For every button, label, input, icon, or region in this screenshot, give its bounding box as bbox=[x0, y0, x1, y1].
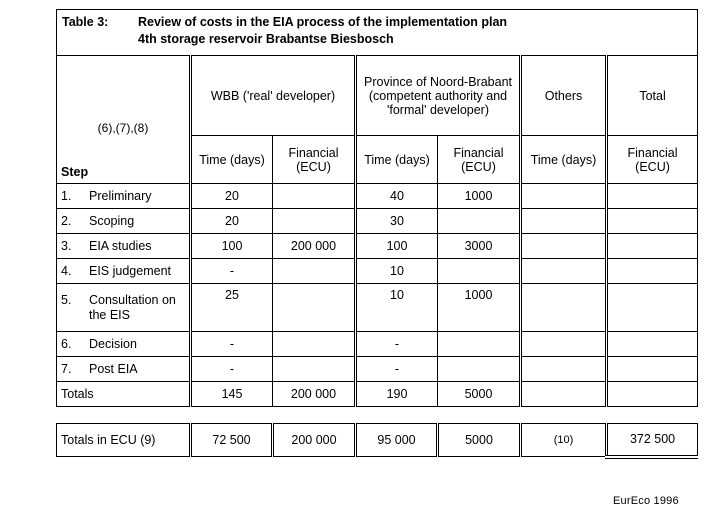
table-row bbox=[57, 209, 698, 234]
others-cell bbox=[521, 184, 607, 209]
step-number: 6. bbox=[61, 336, 72, 351]
step-name: Consultation on the EIS bbox=[89, 292, 176, 322]
province-time-cell: 10 bbox=[356, 259, 438, 284]
step-name: EIS judgement bbox=[89, 263, 171, 278]
wbb-financial-cell bbox=[273, 357, 356, 382]
province-financial-cell bbox=[438, 209, 521, 234]
step-number: 2. bbox=[61, 213, 72, 228]
step-name: Scoping bbox=[89, 213, 135, 228]
total-cell bbox=[607, 284, 698, 332]
totals-wbb-financial: 200 000 bbox=[273, 382, 356, 407]
province-financial-cell bbox=[438, 357, 521, 382]
province-time-cell: - bbox=[356, 357, 438, 382]
totals-total bbox=[607, 382, 698, 407]
totals-ecu-others: (10) bbox=[521, 424, 607, 457]
wbb-time-cell: 100 bbox=[191, 234, 273, 259]
total-cell bbox=[607, 234, 698, 259]
step-number: 1. bbox=[61, 188, 72, 203]
province-time-header: Time (days) bbox=[356, 136, 438, 184]
totals-ecu-wbb-financial: 200 000 bbox=[273, 424, 356, 457]
table-row bbox=[57, 357, 698, 382]
province-time-cell: 30 bbox=[356, 209, 438, 234]
others-cell bbox=[521, 209, 607, 234]
source-citation: EurEco 1996 bbox=[613, 495, 679, 507]
step-number: 4. bbox=[61, 263, 72, 278]
wbb-financial-cell bbox=[273, 184, 356, 209]
total-cell bbox=[607, 332, 698, 357]
wbb-financial-cell: 200 000 bbox=[273, 234, 356, 259]
table-row bbox=[57, 259, 698, 284]
step-header-cell bbox=[57, 56, 191, 184]
totals-ecu-wbb-time: 72 500 bbox=[191, 424, 273, 457]
table-title bbox=[57, 10, 698, 56]
totals-ecu-province-time: 95 000 bbox=[356, 424, 438, 457]
wbb-financial-cell bbox=[273, 284, 356, 332]
wbb-financial-cell bbox=[273, 332, 356, 357]
total-header: Total bbox=[607, 56, 698, 136]
wbb-financial-cell bbox=[273, 209, 356, 234]
province-time-cell: 10 bbox=[356, 284, 438, 332]
province-time-cell: - bbox=[356, 332, 438, 357]
table-row bbox=[57, 184, 698, 209]
reference-notes: (6),(7),(8) bbox=[97, 121, 149, 135]
others-cell bbox=[521, 332, 607, 357]
others-cell bbox=[521, 234, 607, 259]
province-financial-cell: 3000 bbox=[438, 234, 521, 259]
totals-ecu-row bbox=[57, 424, 698, 457]
province-financial-cell bbox=[438, 332, 521, 357]
province-time-cell: 40 bbox=[356, 184, 438, 209]
province-financial-cell: 1000 bbox=[438, 284, 521, 332]
step-number: 7. bbox=[61, 361, 72, 376]
province-header: Province of Noord-Brabant (competent authority and 'formal' developer) bbox=[356, 56, 521, 136]
wbb-time-header: Time (days) bbox=[191, 136, 273, 184]
totals-ecu-province-financial: 5000 bbox=[438, 424, 521, 457]
table-title-line-1: Review of costs in the EIA process of the implementation plan bbox=[138, 15, 508, 29]
total-financial-header: Financial (ECU) bbox=[607, 136, 698, 184]
table-row bbox=[57, 332, 698, 357]
wbb-time-cell: 20 bbox=[191, 184, 273, 209]
province-financial-cell: 1000 bbox=[438, 184, 521, 209]
total-cell bbox=[607, 184, 698, 209]
step-number: 3. bbox=[61, 238, 72, 253]
others-cell bbox=[521, 284, 607, 332]
step-name: Decision bbox=[89, 336, 137, 351]
totals-province-time: 190 bbox=[356, 382, 438, 407]
total-cell bbox=[607, 209, 698, 234]
step-name: Post EIA bbox=[89, 361, 138, 376]
others-cell bbox=[521, 259, 607, 284]
totals-label: Totals bbox=[57, 382, 191, 407]
table-title-line-2: 4th storage reservoir Brabantse Biesbosch bbox=[138, 32, 394, 46]
cost-review-table bbox=[56, 9, 698, 459]
grand-total: 372 500 bbox=[607, 424, 698, 457]
others-time-header: Time (days) bbox=[521, 136, 607, 184]
total-cell bbox=[607, 357, 698, 382]
step-column-header: Step bbox=[61, 165, 89, 179]
table-row bbox=[57, 284, 698, 332]
totals-province-financial: 5000 bbox=[438, 382, 521, 407]
totals-ecu-label: Totals in ECU (9) bbox=[57, 424, 191, 457]
province-financial-cell bbox=[438, 259, 521, 284]
table-number: Table 3: bbox=[62, 15, 109, 29]
wbb-time-cell: - bbox=[191, 332, 273, 357]
totals-row bbox=[57, 382, 698, 407]
table-row bbox=[57, 234, 698, 259]
province-financial-header: Financial (ECU) bbox=[438, 136, 521, 184]
wbb-time-cell: - bbox=[191, 259, 273, 284]
wbb-time-cell: 20 bbox=[191, 209, 273, 234]
totals-wbb-time: 145 bbox=[191, 382, 273, 407]
wbb-time-cell: - bbox=[191, 357, 273, 382]
total-cell bbox=[607, 259, 698, 284]
wbb-header: WBB ('real' developer) bbox=[191, 56, 356, 136]
wbb-time-cell: 25 bbox=[191, 284, 273, 332]
step-name: Preliminary bbox=[89, 188, 152, 203]
others-cell bbox=[521, 357, 607, 382]
totals-others bbox=[521, 382, 607, 407]
wbb-financial-header: Financial (ECU) bbox=[273, 136, 356, 184]
others-header: Others bbox=[521, 56, 607, 136]
step-number: 5. bbox=[61, 292, 72, 307]
wbb-financial-cell bbox=[273, 259, 356, 284]
province-time-cell: 100 bbox=[356, 234, 438, 259]
step-name: EIA studies bbox=[89, 238, 152, 253]
